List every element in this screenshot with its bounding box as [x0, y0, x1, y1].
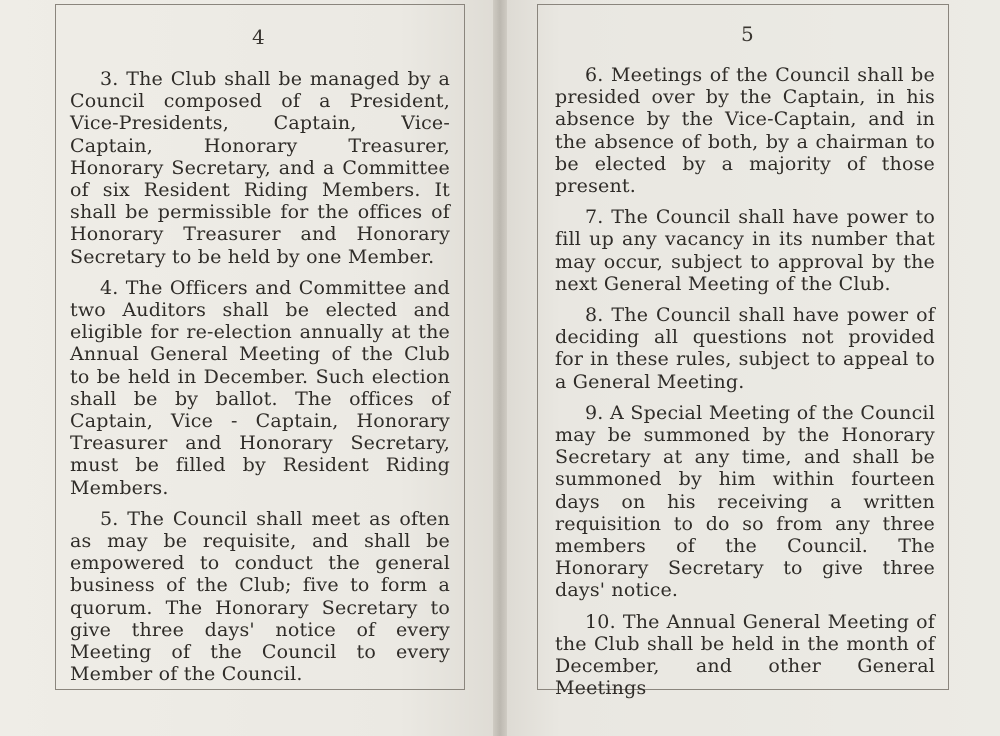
page-number: 5	[741, 22, 754, 46]
rule-paragraph: 4. The Officers and Committee and two Auditors shall be elected and eligible for re-election annually at the Annual General Meeting of the Club to be held in December. Such election shall be by ballot. The offices of Captain, Vice - Captain, Honorary Treasurer and Honorary Secretary, must be filled by Resident Riding Members.	[70, 276, 450, 499]
text-column	[70, 68, 450, 694]
rule-paragraph: 9. A Special Meeting of the Council may be summoned by the Honorary Secretary at any time, and shall be summoned by him within fourteen days on his receiving a written requisition to do so from any three members of the Council. The Honorary Secretary to give three days' notice.	[555, 401, 935, 602]
rule-paragraph: 3. The Club shall be managed by a Council composed of a President, Vice-Presidents, Captain, Vice-Captain, Honorary Treasurer, Honorary Secretary, and a Committee of six Resident Riding Members. It shall be permissible for the offices of Honorary Treasurer and Honorary Secretary to be held by one Member.	[70, 68, 450, 268]
rule-paragraph: 7. The Council shall have power to fill up any vacancy in its number that may occur, subject to approval by the next General Meeting of the Club.	[555, 206, 935, 295]
right-page	[500, 0, 1000, 736]
rule-paragraph: 6. Meetings of the Council shall be presided over by the Captain, in his absence by the Vice-Captain, and in the absence of both, by a chairman to be elected by a majority of those present.	[555, 64, 935, 198]
rule-paragraph: 5. The Council shall meet as often as may be requisite, and shall be empowered to conduct the general business of the Club; five to form a quorum. The Honorary Secretary to give three days' notice of every Meeting of the Council to every Member of the Council.	[70, 507, 450, 686]
book-gutter	[493, 0, 507, 736]
rule-paragraph: 8. The Council shall have power of deciding all questions not provided for in these rules, subject to appeal to a General Meeting.	[555, 304, 935, 393]
text-column	[555, 64, 935, 708]
page-number: 4	[252, 25, 265, 49]
rule-paragraph: 10. The Annual General Meeting of the Club shall be held in the month of December, and other General Meetings	[555, 610, 935, 700]
